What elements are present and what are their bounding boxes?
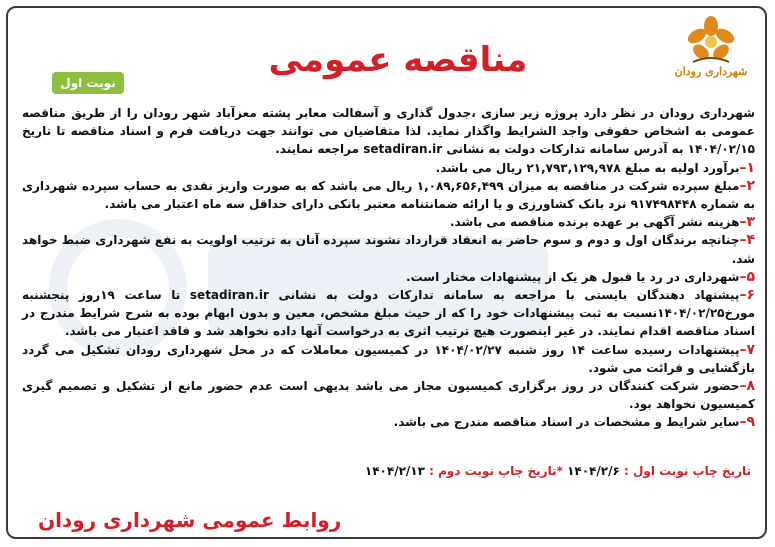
notice-body xyxy=(22,104,755,432)
item-text: برآورد اولیه به مبلغ ۲۱,۷۹۳,۱۲۹,۹۷۸ ریال می باشد. xyxy=(435,160,740,175)
round-badge: نوبت اول xyxy=(52,72,124,94)
first-print-label: تاریخ چاپ نوبت اول : xyxy=(623,464,751,478)
print-dates xyxy=(18,464,751,478)
list-item xyxy=(22,268,755,286)
item-text: هزینه نشر آگهی بر عهده برنده مناقصه می باشد. xyxy=(449,215,740,230)
list-item xyxy=(22,377,755,413)
second-print-label: *تاریخ چاپ نوبت دوم : xyxy=(429,464,563,478)
item-number: ۱– xyxy=(739,159,755,176)
item-text: حضور شرکت کنندگان در روز برگزاری کمیسیون مجاز می باشد بدیهی است عدم حضور مانع از تشکیل و تصمیم گیری کمیسیون نخواهد بود. xyxy=(22,379,755,412)
item-number: ۷– xyxy=(739,341,756,358)
item-number: ۵– xyxy=(739,268,755,285)
first-print-date: ۱۴۰۴/۲/۶ xyxy=(567,464,620,478)
municipality-logo xyxy=(671,16,751,94)
item-number: ۸– xyxy=(739,378,755,395)
list-item xyxy=(22,286,755,341)
item-number: ۶– xyxy=(739,287,755,304)
item-text: شهرداری در رد یا قبول هر یک از پیشنهادات مختار است. xyxy=(406,269,740,284)
flower-icon xyxy=(683,16,739,66)
list-item xyxy=(22,177,755,213)
item-text: پیشنهاد دهندگان بایستی با مراجعه به سامانه تدارکات دولت به نشانی setadiran.ir تا ساعت ۱۹روز پنجشنبه مورخ۱۴۰۴/۰۲/۲۵نسبت به ثبت پیشنهادات خود را که از حیث مبلغ مشخص، معین و بدون ابهام بوده به شرح شرایط مندرج در اسناد مناقصه اقدام نمایند. در غیر اینصورت هیچ ترتیب اثری به درخواست آنها داده نخواهد شد و فاقد اعتبار می باشد. xyxy=(22,288,755,339)
list-item xyxy=(22,413,755,431)
list-item xyxy=(22,341,755,377)
page-title: مناقصه عمومی xyxy=(268,40,528,80)
item-number: ۴– xyxy=(739,232,755,249)
item-text: مبلغ سپرده شرکت در مناقصه به میزان ۱,۰۸۹,۶۵۶,۴۹۹ ریال می باشد که به صورت واریز نقدی به حساب سپرده شهرداری به شماره ۹۱۷۴۹۸۴۴۸ نزد بانک کشاورزی و یا ارائه ضمانتنامه معتبر بانکی دارای حداقل سه ماه اعتبار می باشد. xyxy=(22,178,755,212)
item-number: ۳– xyxy=(739,214,755,231)
item-text: چنانچه برندگان اول و دوم و سوم حاضر به انعقاد قرارداد نشوند سپرده آنان به ترتیب اولویت به نفع شهرداری ضبط خواهد شد. xyxy=(22,233,755,266)
item-text: پیشنهادات رسیده ساعت ۱۴ روز شنبه ۱۴۰۴/۰۲/۲۷ در کمیسیون معاملات که در محل شهرداری رودان تشکیل می گردد بازگشایی و قرائت می شود. xyxy=(22,342,755,375)
intro-paragraph: شهرداری رودان در نظر دارد پروژه زیر سازی ،جدول گذاری و آسفالت معابر پشته معزآباد شهر رودان را از طریق مناقصه عمومی به اشخاص حقوقی واجد الشرایط واگذار نماید. لذا متقاضیان می توانند جهت دریافت فرم و اسناد مناقصه تا تاریخ ۱۴۰۴/۰۲/۱۵ به آدرس سامانه تدارکات دولت به نشانی setadiran.ir مراجعه نمایند. xyxy=(22,106,755,157)
footer-signature: روابط عمومی شهرداری رودان xyxy=(38,508,342,532)
logo-text: شهرداری رودان xyxy=(674,65,748,78)
list-item xyxy=(22,213,755,231)
list-item xyxy=(22,231,755,267)
second-print-date: ۱۴۰۴/۲/۱۳ xyxy=(364,464,425,478)
notice-card xyxy=(6,6,767,539)
item-number: ۹– xyxy=(739,414,755,431)
list-item xyxy=(22,159,755,177)
item-number: ۲– xyxy=(739,177,756,194)
item-text: سایر شرایط و مشخصات در اسناد مناقصه مندرج می باشد. xyxy=(393,415,740,430)
